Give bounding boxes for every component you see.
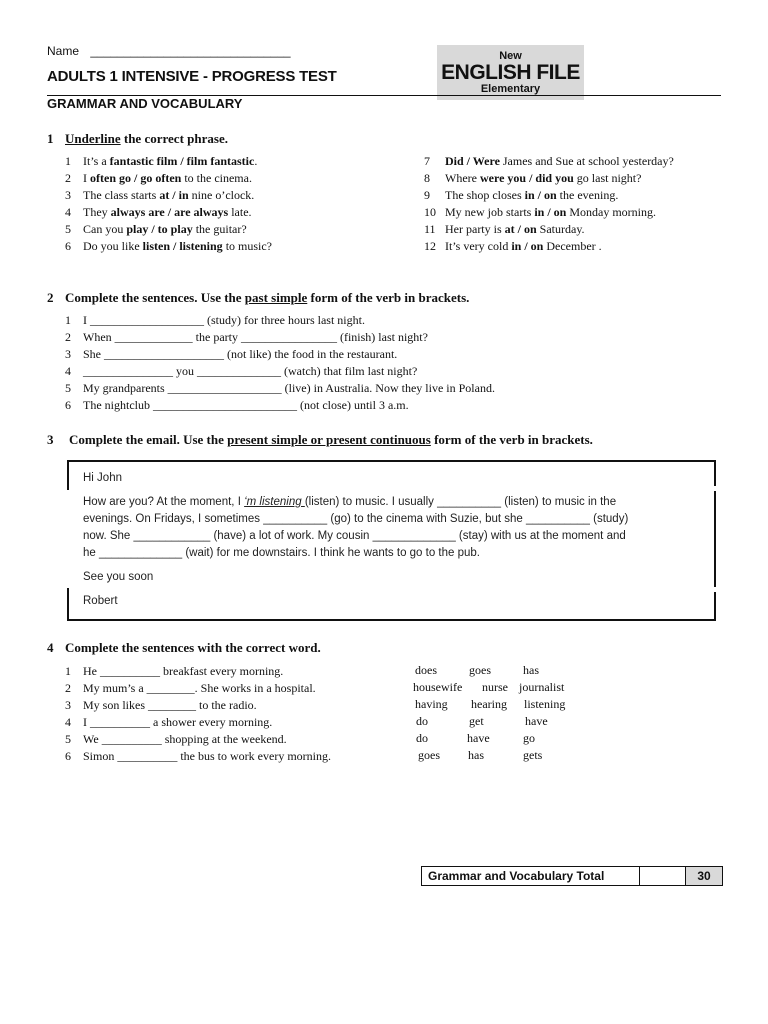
item-text: late. [228, 205, 252, 219]
email-text: (listen) to music. I usually __________ (listen) to music in the [304, 496, 617, 508]
item-text: The nightclub ________________________ (not close) until 3 a.m. [83, 398, 409, 412]
item-number: 1 [65, 154, 71, 168]
heading-text: form of the verb in brackets. [430, 432, 593, 447]
test-title: ADULTS 1 INTENSIVE - PROGRESS TEST [47, 68, 337, 85]
item-number: 3 [65, 188, 71, 202]
exercise-number: 2 [47, 290, 54, 305]
list-item [424, 187, 674, 204]
item-number: 5 [65, 732, 71, 746]
item-text: Can you [83, 222, 127, 236]
item-text: My mum’s a ________. She works in a hospital. [83, 681, 316, 695]
email-box [67, 460, 716, 620]
item-text: She ____________________ (not like) the food in the restaurant. [83, 347, 398, 361]
item-choice: at / in [159, 188, 189, 202]
item-text: They [83, 205, 111, 219]
email-box-right-border [714, 491, 716, 587]
item-choice: were you / did you [479, 171, 574, 185]
list-item [65, 204, 272, 221]
item-number: 3 [65, 698, 71, 712]
item-choice: in / on [534, 205, 567, 219]
exercise-number: 1 [47, 131, 54, 146]
total-score-box [421, 866, 723, 886]
item-number: 5 [65, 381, 71, 395]
name-blank: ______________________________ [90, 44, 291, 58]
heading-text: Complete the sentences. Use the [65, 290, 245, 305]
list-item [424, 221, 674, 238]
list-item [65, 329, 495, 346]
item-number: 9 [424, 188, 430, 202]
item-number: 12 [424, 239, 436, 253]
total-max-score: 30 [686, 867, 722, 885]
item-choice: Did / Were [445, 154, 500, 168]
item-choice: fantastic film / film fantastic [109, 154, 255, 168]
item-number: 3 [65, 347, 71, 361]
item-text: We __________ shopping at the weekend. [83, 732, 287, 746]
item-text: to music? [222, 239, 273, 253]
item-text: Simon __________ the bus to work every morning. [83, 749, 331, 763]
item-number: 2 [65, 330, 71, 344]
item-text: The shop closes [445, 188, 525, 202]
item-number: 4 [65, 364, 71, 378]
item-choice: play / to play [126, 222, 193, 236]
list-item [65, 221, 272, 238]
logo-line-english-file: ENGLISH FILE [441, 61, 580, 84]
name-label: Name [47, 44, 80, 58]
english-file-logo [437, 45, 584, 100]
exercise-1-right-column [424, 153, 674, 255]
word-option: do [416, 731, 428, 745]
email-signature: Robert [83, 595, 118, 607]
exercise-3-heading [47, 432, 593, 448]
heading-text: form of the verb in brackets. [307, 290, 470, 305]
email-box-left-border [67, 588, 69, 620]
item-number: 6 [65, 398, 71, 412]
word-option: goes [418, 748, 440, 762]
email-body-line-3: now. She ____________ (have) a lot of work. My cousin _____________ (stay) with us at the moment and [83, 530, 626, 542]
email-body-line-1 [83, 494, 616, 511]
word-option: does [415, 663, 437, 677]
item-text: December . [543, 239, 602, 253]
item-choice: listen / listening [142, 239, 223, 253]
item-text: My new job starts [445, 205, 535, 219]
email-body-line-4: he _____________ (wait) for me downstairs. I think he wants to go to the pub. [83, 547, 480, 559]
exercise-1-heading [47, 131, 228, 147]
email-box-left-border [67, 460, 69, 490]
email-example-answer: ‘m listening [244, 496, 305, 508]
item-text: Monday morning. [566, 205, 657, 219]
item-text: nine o’clock. [188, 188, 255, 202]
word-option: housewife [413, 680, 463, 694]
email-text: How are you? At the moment, I [83, 496, 245, 508]
exercise-1-left-column [65, 153, 272, 255]
item-number: 7 [424, 154, 430, 168]
email-body-line-2: evenings. On Fridays, I sometimes __________ (go) to the cinema with Suzie, but she __________ (study) [83, 513, 629, 525]
list-item [65, 238, 272, 255]
item-choice: always are / are always [110, 205, 229, 219]
heading-underlined: Underline [65, 131, 121, 146]
item-number: 2 [65, 681, 71, 695]
heading-text: the correct phrase. [120, 131, 228, 146]
item-choice: at / on [504, 222, 537, 236]
word-option: have [525, 714, 548, 728]
email-box-bottom-border [67, 619, 716, 621]
heading-underlined: present simple or present continuous [227, 432, 431, 447]
email-closing: See you soon [83, 571, 154, 583]
item-number: 4 [65, 715, 71, 729]
list-item [65, 170, 272, 187]
exercise-number: 3 [47, 432, 54, 447]
item-number: 4 [65, 205, 71, 219]
list-item [65, 187, 272, 204]
total-label: Grammar and Vocabulary Total [422, 867, 640, 885]
word-option: hearing [471, 697, 507, 711]
item-number: 6 [65, 749, 71, 763]
item-choice: often go / go often [90, 171, 182, 185]
word-option: has [523, 663, 539, 677]
item-text: to the cinema. [181, 171, 252, 185]
item-text: He __________ breakfast every morning. [83, 664, 284, 678]
list-item [424, 238, 674, 255]
list-item [65, 363, 495, 380]
exercise-2-heading [47, 290, 469, 306]
word-option: gets [523, 748, 543, 762]
item-choice: in / on [511, 239, 544, 253]
item-number: 11 [424, 222, 436, 236]
word-option: listening [524, 697, 566, 711]
list-item [424, 170, 674, 187]
item-number: 6 [65, 239, 71, 253]
item-text: The class starts [83, 188, 160, 202]
exercise-2-list [65, 312, 495, 414]
word-option: get [469, 714, 484, 728]
item-text: _______________ you ______________ (watch) that film last night? [83, 364, 418, 378]
item-text: go last night? [573, 171, 642, 185]
email-box-right-border [714, 460, 716, 486]
item-text: James and Sue at school yesterday? [499, 154, 674, 168]
item-number: 2 [65, 171, 71, 185]
name-field-line [47, 44, 291, 58]
word-option: having [415, 697, 448, 711]
word-option: have [467, 731, 490, 745]
item-text: the guitar? [192, 222, 247, 236]
item-text: I [83, 171, 90, 185]
item-text: I ___________________ (study) for three hours last night. [83, 313, 365, 327]
list-item [65, 380, 495, 397]
email-box-right-border [714, 592, 716, 620]
item-text: My grandparents ___________________ (live) in Australia. Now they live in Poland. [83, 381, 495, 395]
logo-line-new: New [499, 50, 522, 62]
score-blank-cell [641, 867, 686, 885]
logo-line-elementary: Elementary [480, 83, 541, 95]
exercise-number: 4 [47, 640, 54, 655]
list-item [65, 397, 495, 414]
list-item [424, 153, 674, 170]
item-choice: in / on [524, 188, 557, 202]
item-text: Saturday. [536, 222, 585, 236]
exercise-4-heading [47, 640, 321, 656]
section-title: GRAMMAR AND VOCABULARY [47, 96, 243, 111]
word-option: nurse [482, 680, 508, 694]
item-text: My son likes ________ to the radio. [83, 698, 257, 712]
word-option: has [468, 748, 484, 762]
word-option: go [523, 731, 535, 745]
list-item [65, 312, 495, 329]
item-text: Where [445, 171, 480, 185]
item-text: Do you like [83, 239, 143, 253]
item-text: the evening. [556, 188, 619, 202]
exercise-4-word-options [0, 663, 768, 773]
list-item [65, 346, 495, 363]
word-option: journalist [519, 680, 565, 694]
word-option: do [416, 714, 428, 728]
item-number: 8 [424, 171, 430, 185]
item-text: Her party is [445, 222, 505, 236]
item-text: It’s very cold [445, 239, 512, 253]
item-number: 1 [65, 313, 71, 327]
item-text: I __________ a shower every morning. [83, 715, 273, 729]
heading-text: Complete the email. Use the [69, 432, 228, 447]
email-greeting: Hi John [83, 472, 122, 484]
heading-underlined: past simple [244, 290, 308, 305]
heading-text: Complete the sentences with the correct word. [65, 640, 321, 655]
word-option: goes [469, 663, 491, 677]
item-text: When _____________ the party ________________ (finish) last night? [83, 330, 428, 344]
email-box-top-border [67, 460, 716, 462]
item-number: 1 [65, 664, 71, 678]
list-item [65, 153, 272, 170]
item-text: It’s a [83, 154, 110, 168]
item-number: 5 [65, 222, 71, 236]
item-number: 10 [424, 205, 436, 219]
item-text: . [254, 154, 258, 168]
list-item [424, 204, 674, 221]
